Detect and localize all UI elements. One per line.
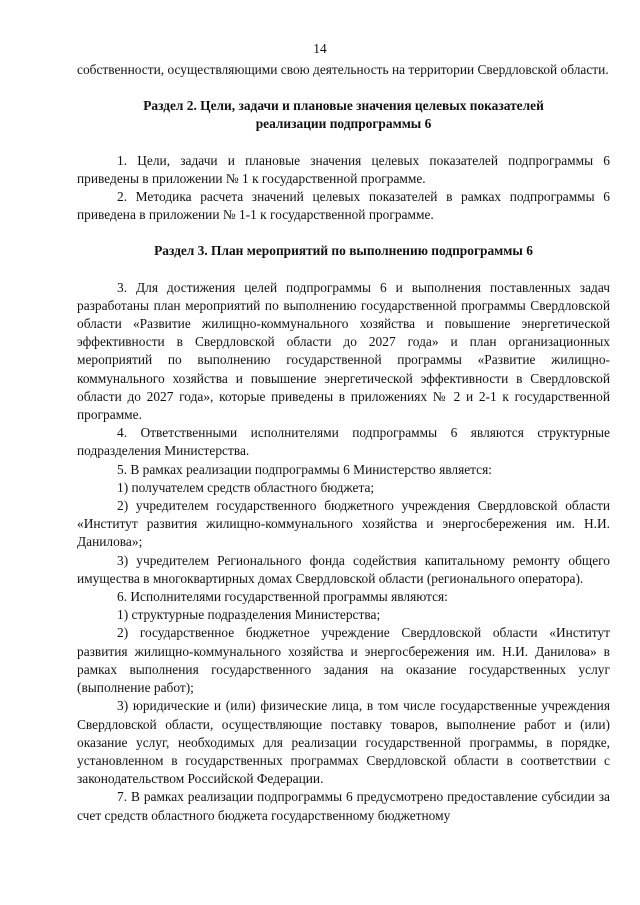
list-item-5-2: 2) учредителем государственного бюджетного учреждения Свердловской области «Институт развития жилищно-коммунального хозяйства и энергосбережения им. Н.И. Данилова»; <box>77 498 610 550</box>
page-number: 14 <box>313 41 327 56</box>
section-3-title: Раздел 3. План мероприятий по выполнению подпрограммы 6 <box>154 243 533 259</box>
paragraph-6: 6. Исполнителями государственной программы являются: <box>117 589 448 605</box>
list-item-5-3: 3) учредителем Регионального фонда содействия капитальному ремонту общего имущества в многоквартирных домах Свердловской области (регионального оператора). <box>77 552 610 586</box>
paragraph-4: 4. Ответственными исполнителями подпрограммы 6 являются структурные подразделения Министерства. <box>77 425 610 459</box>
list-item-5-1: 1) получателем средств областного бюджета; <box>117 479 375 495</box>
paragraph-5: 5. В рамках реализации подпрограммы 6 Министерство является: <box>117 461 493 477</box>
list-item-6-1: 1) структурные подразделения Министерства; <box>117 607 381 623</box>
section-2-title-line2: реализации подпрограммы 6 <box>255 116 432 132</box>
paragraph-2: 2. Методика расчета значений целевых показателей в рамках подпрограммы 6 приведена в приложении № 1-1 к государственной программе. <box>77 189 610 223</box>
intro-paragraph: собственности, осуществляющими свою деятельность на территории Свердловской области. <box>77 62 609 77</box>
list-item-6-2: 2) государственное бюджетное учреждение Свердловской области «Институт развития жилищно-коммунального хозяйства и энергосбережения им. Н.И. Данилова» в рамках выполнения государственного задания на оказание государственных услуг (выполнение работ); <box>77 625 610 696</box>
paragraph-3: 3. Для достижения целей подпрограммы 6 и выполнения поставленных задач разработаны план мероприятий по выполнению государственной программы Свердловской области «Развитие жилищно-коммунального хозяйства и повышение энергетической эффективности в Свердловской области до 2027 года» и план организационных мероприятий по выполнению государственной программы «Развитие жилищно-коммунального хозяйства и повышение энергетической эффективности в Свердловской области до 2027 года», которые приведены в приложениях № 2 и 2-1 к государственной программе. <box>77 279 610 423</box>
paragraph-1: 1. Цели, задачи и плановые значения целевых показателей подпрограммы 6 приведены в приложении № 1 к государственной программе. <box>77 152 610 186</box>
section-2-title-line1: Раздел 2. Цели, задачи и плановые значения целевых показателей <box>143 98 544 114</box>
paragraph-7: 7. В рамках реализации подпрограммы 6 предусмотрено предоставление субсидии за счет средств областного бюджета государственному бюджетному <box>77 789 610 823</box>
document-body <box>77 61 610 825</box>
section-2-title <box>77 97 610 133</box>
list-item-6-3: 3) юридические и (или) физические лица, в том числе государственные учреждения Свердловской области, осуществляющие поставку товаров, выполнение работ и (или) оказание услуг, необходимых для реализации государственной программы, в порядке, установленном в государственных программах Свердловской области в соответствии с законодательством Российской Федерации. <box>77 698 610 787</box>
